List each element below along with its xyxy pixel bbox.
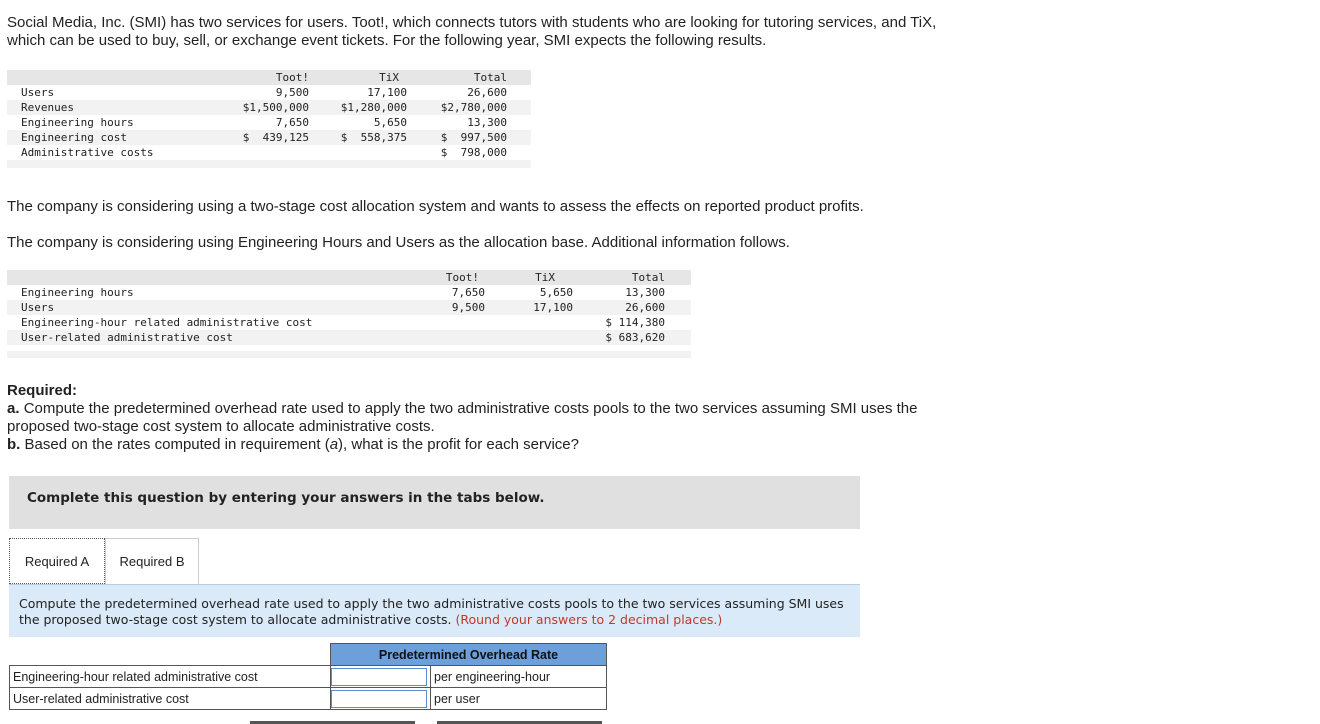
required-title: Required: <box>7 382 78 399</box>
table-footer <box>7 160 531 168</box>
rounding-note: (Round your answers to 2 decimal places.) <box>455 612 723 627</box>
answer-input-cell <box>331 688 431 710</box>
table-row <box>7 85 531 100</box>
intro-text: Social Media, Inc. (SMI) has two services for users. Toot!, which connects tutors with students who are looking for tutoring services, and TiX, which can be used to buy, sell, or exchange event tickets. For the following year, SMI expects the following results. <box>7 14 937 49</box>
col-header-total: Total <box>631 271 665 284</box>
tab-required-b[interactable]: Required B <box>105 538 199 584</box>
cell <box>351 315 485 330</box>
cell <box>181 145 309 160</box>
requirement-a-label: a. <box>7 400 20 417</box>
cell: $ 997,500 <box>440 131 507 144</box>
col-header-toot: Toot! <box>181 70 309 85</box>
cell: $ 439,125 <box>242 131 309 144</box>
answer-row-unit: per user <box>431 688 607 710</box>
cell <box>309 145 407 160</box>
requirement-b-text-a: a <box>329 436 339 453</box>
answer-table <box>9 643 607 710</box>
cell: 9,500 <box>451 301 485 314</box>
table-footer <box>7 351 691 358</box>
table-row <box>7 145 531 160</box>
table-row <box>7 300 691 315</box>
table-row <box>7 100 531 115</box>
row-label: Engineering hours <box>21 116 134 129</box>
results-table <box>7 70 531 168</box>
tab-required-a[interactable]: Required A <box>9 538 105 584</box>
answer-row <box>10 688 607 710</box>
answer-row-label: User-related administrative cost <box>10 688 331 710</box>
cell: 7,650 <box>275 116 309 129</box>
requirement-b-label: b. <box>7 436 21 453</box>
cell: 7,650 <box>451 286 485 299</box>
paragraph-two-stage: The company is considering using a two-stage cost allocation system and wants to assess the effects on reported product profits. <box>7 198 864 215</box>
paragraph-allocation-base: The company is considering using Engineering Hours and Users as the allocation base. Additional information follows. <box>7 234 790 251</box>
cell: 5,650 <box>373 116 407 129</box>
allocation-table <box>7 270 691 358</box>
row-label: Engineering cost <box>21 131 127 144</box>
requirement-b-text-1: Based on the rates computed in requirement ( <box>24 436 330 453</box>
row-label: User-related administrative cost <box>21 331 233 344</box>
cell <box>485 315 573 330</box>
engineering-hour-rate-input[interactable] <box>331 668 427 686</box>
cell: 9,500 <box>275 86 309 99</box>
row-label: Administrative costs <box>21 146 154 159</box>
table-header-row <box>7 270 691 285</box>
cell: 26,600 <box>467 86 507 99</box>
cell: $ 114,380 <box>605 316 665 329</box>
cell <box>351 330 485 345</box>
col-header-total: Total <box>407 70 507 85</box>
col-header-tix: TiX <box>309 70 407 85</box>
row-label: Engineering-hour related administrative cost <box>21 316 313 329</box>
cell: $ 798,000 <box>440 146 507 159</box>
requirement-a-text: Compute the predetermined overhead rate used to apply the two administrative costs pools to the two services assuming SMI uses the proposed two-stage cost system to allocate administrative costs. <box>7 400 918 435</box>
answer-row-label: Engineering-hour related administrative cost <box>10 666 331 688</box>
cell: 13,300 <box>625 286 665 299</box>
row-label: Engineering hours <box>21 286 134 299</box>
cell: 5,650 <box>539 286 573 299</box>
col-header-tix: TiX <box>535 271 555 284</box>
cell: 13,300 <box>467 116 507 129</box>
user-rate-input[interactable] <box>331 690 427 708</box>
cell: 17,100 <box>367 86 407 99</box>
table-row <box>7 115 531 130</box>
requirement-b-text-2: ), what is the profit for each service? <box>338 436 579 453</box>
cell: $ 683,620 <box>605 331 665 344</box>
cell: $1,280,000 <box>340 101 407 114</box>
instruction-text: Compute the predetermined overhead rate used to apply the two administrative costs pools to the two services assuming SMI uses the proposed two-stage cost system to allocate administrative costs. <box>19 596 844 627</box>
answer-input-cell <box>331 666 431 688</box>
row-label: Revenues <box>21 101 74 114</box>
cell: 17,100 <box>533 301 573 314</box>
col-header-toot: Toot! <box>445 271 479 284</box>
table-row <box>7 285 691 300</box>
table-header-row <box>7 70 531 85</box>
cell: 26,600 <box>625 301 665 314</box>
complete-question-text: Complete this question by entering your answers in the tabs below. <box>27 490 545 506</box>
row-label: Users <box>21 301 55 314</box>
complete-question-banner <box>9 476 860 529</box>
answer-row-unit: per engineering-hour <box>431 666 607 688</box>
required-section <box>7 382 957 454</box>
cell: $1,500,000 <box>242 101 309 114</box>
answer-row <box>10 666 607 688</box>
cell: $2,780,000 <box>440 101 507 114</box>
cell <box>485 330 573 345</box>
answer-header: Predetermined Overhead Rate <box>331 644 607 666</box>
table-row <box>7 315 691 330</box>
table-row <box>7 330 691 345</box>
instruction-box <box>9 584 860 637</box>
table-row <box>7 130 531 145</box>
row-label: Users <box>21 86 55 99</box>
cell: $ 558,375 <box>340 131 407 144</box>
